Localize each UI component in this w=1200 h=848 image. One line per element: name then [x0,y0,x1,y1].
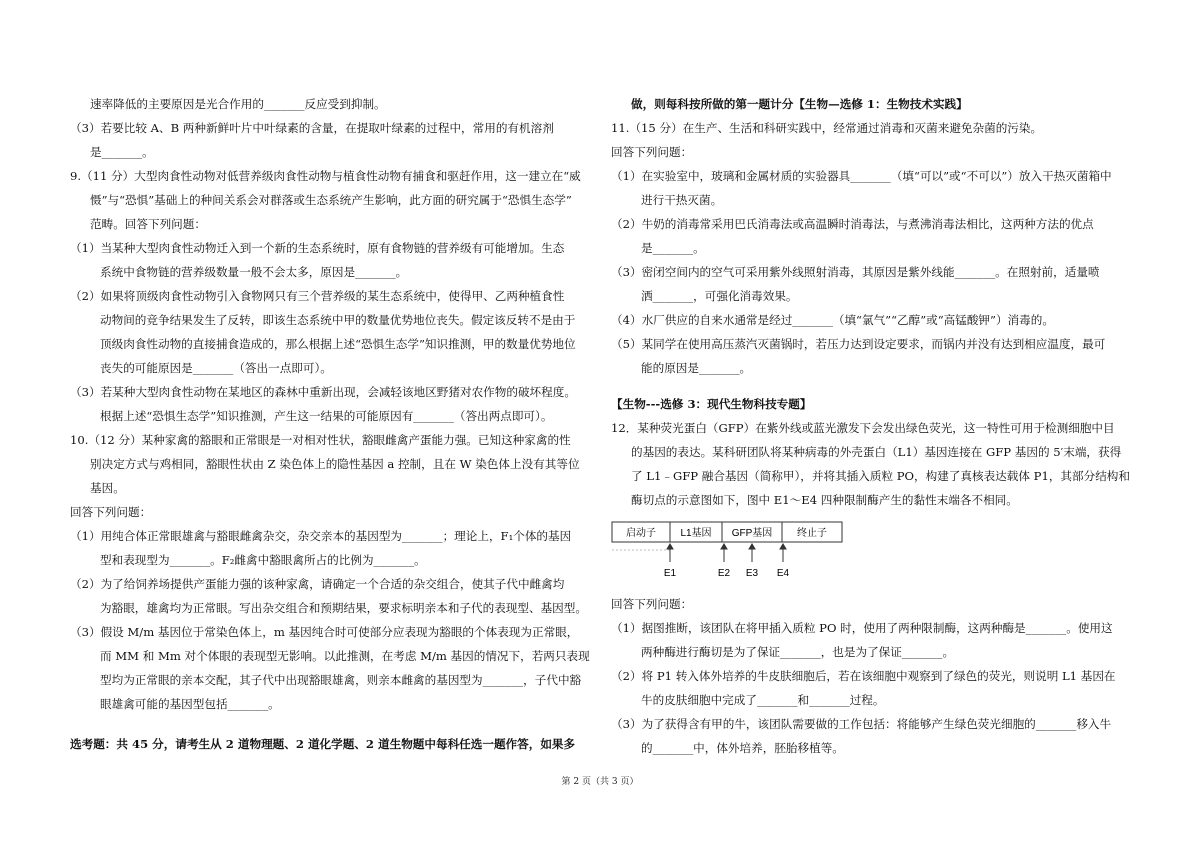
elective-continuation-line: 做，则每科按所做的第一题计分【生物—选修 1：生物技术实践】 [631,97,968,111]
q9-stem-line: 慑”与“恐惧”基础上的种间关系会对群落或生态系统产生影响，此方面的研究属于“恐惧生态学” [90,193,572,207]
q9-1-line: （1）当某种大型肉食性动物迁入到一个新的生态系统时，原有食物链的营养级有可能增加。生态 [70,241,565,255]
q12-stem-line: 了 L1﹣GFP 融合基因（简称甲），并将其插入质粒 PO，构建了真核表达载体 P1，其部分结构和 [631,469,1130,483]
right-column [611,92,1133,760]
e4-label: E4 [776,568,790,579]
q9-3-line: 根据上述“恐惧生态学”知识推测，产生这一结果的可能原因有_______（答出两点即可）。 [100,409,553,423]
q12-1-line: 两种酶进行酶切是为了保证_______，也是为了保证_______。 [641,645,955,659]
gfp-gene-label: GFP基因 [731,528,773,539]
q11-5-line: （5）某同学在使用高压蒸汽灭菌锅时，若压力达到设定要求，而锅内并没有达到相应温度，最可 [611,337,1106,351]
q12-2-line: 牛的皮肤细胞中完成了_______和_______过程。 [641,693,885,707]
q10-3-line: 而 MM 和 Mm 对个体眼的表现型无影响。以此推测，在考虑 M/m 基因的情况下，若两只表现 [100,649,590,663]
q12-stem-line: 的基因的表达。某科研团队将某种病毒的外壳蛋白（L1）基因连接在 GFP 基因的 5′末端，获得 [631,445,1122,459]
q12-1-line: （1）据图推断，该团队在将甲插入质粒 PO 时，使用了两种限制酶，这两种酶是_______。使用这 [611,621,1113,635]
q11-1-line: （1）在实验室中，玻璃和金属材质的实验器具_______（填“可以”或“不可以”）放入干热灭菌箱中 [611,169,1112,183]
e2-label: E2 [717,568,731,579]
q12-3-line: （3）为了获得含有甲的牛，该团队需要做的工作包括：将能够产生绿色荧光细胞的_______移入牛 [611,717,1112,731]
q12-2-line: （2）将 P1 转入体外培养的牛皮肤细胞后，若在该细胞中观察到了绿色的荧光，则说明 L1 基因在 [611,669,1116,683]
terminator-label: 终止子 [797,528,827,539]
q12-stem-line: 酶切点的示意图如下，图中 E1～E4 四种限制酶产生的黏性末端各不相同。 [631,493,1018,507]
q10-stem-line: 基因。 [90,481,125,495]
q9-3-line: （3）若某种大型肉食性动物在某地区的森林中重新出现，会减轻该地区野猪对农作物的破坏程度。 [70,385,576,399]
q11-2-line: （2）牛奶的消毒常采用巴氏消毒法或高温瞬时消毒法，与煮沸消毒法相比，这两种方法的优点 [611,217,1094,231]
q10-prompt-line: 回答下列问题： [70,505,152,519]
e2-arrowhead [721,544,727,549]
q9-2-line: 顶级肉食性动物的直接捕食造成的，那么根据上述“恐惧生态学”知识推测，甲的数量优势地位 [100,337,576,351]
q10-1-line: 型和表现型为_______。F₂雌禽中豁眼禽所占的比例为_______。 [100,553,426,567]
q11-prompt-line: 回答下列问题： [611,145,693,159]
q10-1-line: （1）用纯合体正常眼雄禽与豁眼雌禽杂交，杂交亲本的基因型为_______；理论上，F₁个体的基因 [70,529,572,543]
q11-2-line: 是_______。 [641,241,705,255]
q12-stem-line: 12．某种荧光蛋白（GFP）在紫外线或蓝光激发下会发出绿色荧光，这一特性可用于检测细胞中目 [611,421,1115,435]
q9-2-line: （2）如果将顶级肉食性动物引入食物网只有三个营养级的某生态系统中，使得甲、乙两种植食性 [70,289,565,303]
promoter-label: 启动子 [626,528,656,539]
left-column [70,92,592,756]
l1-gene-label: L1基因 [680,528,712,539]
q9-stem-line: 9.（11 分）大型肉食性动物对低营养级肉食性动物与植食性动物有捕食和驱赶作用，这一建立在“威 [70,169,581,183]
q10-3-line: 眼雄禽可能的基因型包括_______。 [100,697,280,711]
e4-arrowhead [780,544,786,549]
gene-structure-svg [611,520,871,588]
q9-2-line: 丧失的可能原因是_______（答出一点即可）。 [100,361,332,375]
q10-stem-line: 别决定方式与鸡相同，豁眼性状由 Z 染色体上的隐性基因 a 控制，且在 W 染色体上没有其等位 [90,457,580,471]
e3-arrowhead [749,544,755,549]
elective-heading-line: 选考题：共 45 分，请考生从 2 道物理题、2 道化学题、2 道生物题中每科任选一题作答，如果多 [70,737,576,751]
q8-text-line: 速率降低的主要原因是光合作用的_______反应受到抑制。 [90,97,386,111]
q11-1-line: 进行干热灭菌。 [641,193,723,207]
section-heading-biology-3: 【生物---选修 3：现代生物科技专题】 [611,397,812,411]
e3-label: E3 [745,568,759,579]
gene-structure-diagram [611,520,1133,588]
q11-4-line: （4）水厂供应的自来水通常是经过_______（填“氯气”“乙醇”或“高锰酸钾”）消毒的。 [611,313,1054,327]
cut-site-arrows [667,544,786,562]
q11-5-line: 能的原因是_______。 [641,361,752,375]
q8-3-text-line: （3）若要比较 A、B 两种新鲜叶片中叶绿素的含量，在提取叶绿素的过程中，常用的有机溶剂 [70,121,554,135]
q8-3-text-line: 是_______。 [90,145,154,159]
q10-3-line: （3）假设 M/m 基因位于常染色体上，m 基因纯合时可使部分应表现为豁眼的个体表现为正常眼， [70,625,579,639]
q11-3-line: （3）密闭空间内的空气可采用紫外线照射消毒，其原因是紫外线能_______。在照射前，适量喷 [611,265,1100,279]
q9-stem-line: 范畴。回答下列问题： [90,217,206,231]
q12-prompt-line: 回答下列问题： [611,597,693,611]
q12-3-line: 的_______中，体外培养，胚胎移植等。 [641,741,844,755]
e1-label: E1 [663,568,677,579]
e1-arrowhead [667,544,673,549]
q11-stem-line: 11.（15 分）在生产、生活和科研实践中，经常通过消毒和灭菌来避免杂菌的污染。 [611,121,1043,135]
q9-1-line: 系统中食物链的营养级数量一般不会太多，原因是_______。 [100,265,408,279]
q11-3-line: 洒_______，可强化消毒效果。 [641,289,798,303]
page-footer: 第 2 页（共 3 页） [561,777,639,787]
q9-2-line: 动物间的竞争结果发生了反转，即该生态系统中甲的数量优势地位丧失。假定该反转不是由于 [100,313,576,327]
q10-2-line: （2）为了给饲养场提供产蛋能力强的该种家禽，请确定一个合适的杂交组合，使其子代中雌禽均 [70,577,565,591]
q10-2-line: 为豁眼，雄禽均为正常眼。写出杂交组合和预期结果，要求标明亲本和子代的表现型、基因型。 [100,601,587,615]
q10-3-line: 型均为正常眼的亲本交配，其子代中出现豁眼雄禽，则亲本雌禽的基因型为_______，子代中豁 [100,673,582,687]
q10-stem-line: 10.（12 分）某种家禽的豁眼和正常眼是一对相对性状，豁眼雌禽产蛋能力强。已知这种家禽的性 [70,433,571,447]
